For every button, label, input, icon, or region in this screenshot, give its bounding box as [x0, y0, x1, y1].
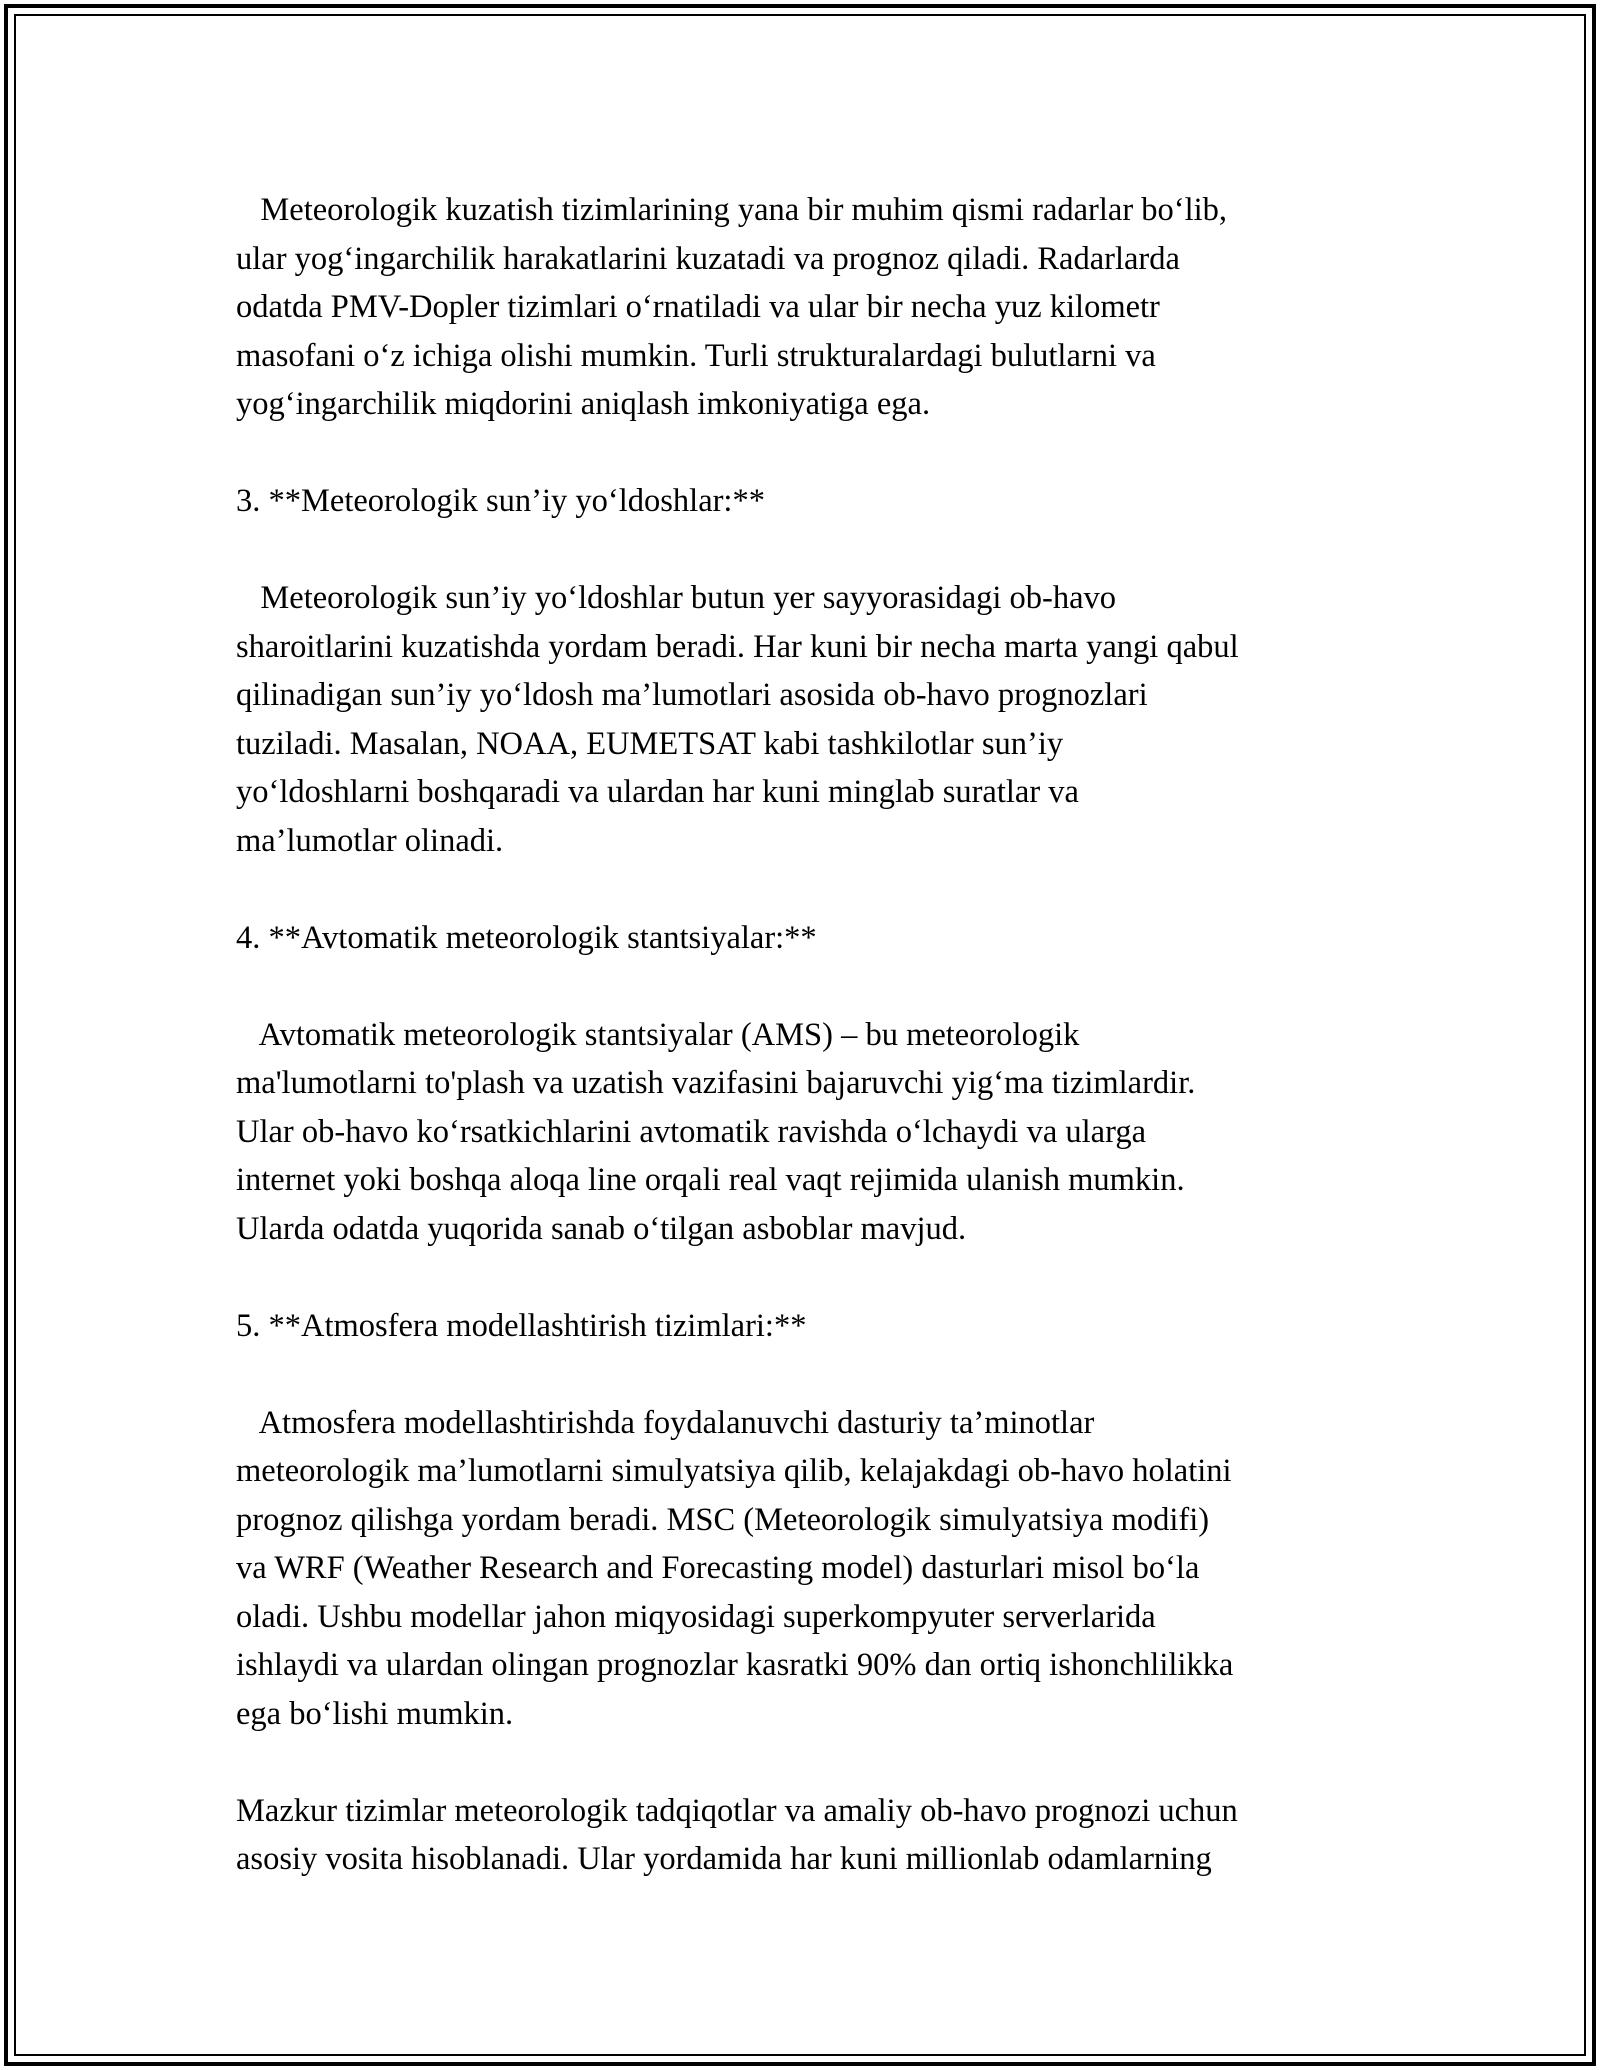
- text-line: Mazkur tizimlar meteorologik tadqiqotlar va amaliy ob-havo prognozi uchun: [236, 1792, 1238, 1829]
- text-line: yo‘ldoshlarni boshqaradi va ulardan har kuni minglab suratlar va: [236, 774, 1079, 810]
- text-line: Meteorologik sun’iy yo‘ldoshlar butun yer sayyorasidagi ob-havo: [236, 580, 1117, 616]
- text-line: Atmosfera modellashtirishda foydalanuvchi dasturiy ta’minotlar: [236, 1404, 1095, 1441]
- paragraph-radars: [236, 186, 1376, 429]
- text-line: Ularda odatda yuqorida sanab o‘tilgan asboblar mavjud.: [236, 1210, 967, 1247]
- text-line: ega bo‘lishi mumkin.: [236, 1695, 514, 1732]
- text-line: prognoz qilishga yordam beradi. MSC (Meteorologik simulyatsiya modifi): [236, 1501, 1210, 1538]
- text-line: ma'lumotlarni to'plash va uzatish vazifasini bajaruvchi yig‘ma tizimlardir.: [236, 1065, 1196, 1101]
- text-line: sharoitlarini kuzatishda yordam beradi. Har kuni bir necha marta yangi qabul: [236, 628, 1239, 665]
- paragraph-ams: [236, 1011, 1376, 1254]
- section-heading: 4. **Avtomatik meteorologik stantsiyalar:**: [236, 919, 817, 956]
- paragraph-gap: [236, 526, 1376, 575]
- text-line: asosiy vosita hisoblanadi. Ular yordamida har kuni millionlab odamlarning: [236, 1841, 1212, 1877]
- text-line: oladi. Ushbu modellar jahon miqyosidagi superkompyuter serverlarida: [236, 1598, 1156, 1635]
- paragraph-gap: [236, 1738, 1376, 1787]
- section-heading: 5. **Atmosfera modellashtirish tizimlari:**: [236, 1307, 807, 1344]
- text-line: tuziladi. Masalan, NOAA, EUMETSAT kabi tashkilotlar sun’iy: [236, 725, 1064, 762]
- paragraph-gap: [236, 865, 1376, 914]
- text-line: va WRF (Weather Research and Forecasting model) dasturlari misol bo‘la: [236, 1550, 1200, 1586]
- text-line: Avtomatik meteorologik stantsiyalar (AMS) – bu meteorologik: [236, 1016, 1080, 1053]
- text-line: yog‘ingarchilik miqdorini aniqlash imkoniyatiga ega.: [236, 386, 931, 422]
- text-line: ishlaydi va ulardan olingan prognozlar kasratki 90% dan ortiq ishonchlilikka: [236, 1647, 1234, 1683]
- heading-modelling: [236, 1302, 1376, 1351]
- text-line: masofani o‘z ichiga olishi mumkin. Turli strukturalardagi bulutlarni va: [236, 337, 1156, 374]
- section-heading: 3. **Meteorologik sun’iy yo‘ldoshlar:**: [236, 483, 765, 519]
- document-body: [236, 186, 1376, 1884]
- paragraph-modelling: [236, 1399, 1376, 1739]
- heading-ams: [236, 914, 1376, 963]
- paragraph-gap: [236, 1253, 1376, 1302]
- paragraph-satellites: [236, 574, 1376, 865]
- paragraph-gap: [236, 962, 1376, 1011]
- text-line: odatda PMV-Dopler tizimlari o‘rnatiladi va ular bir necha yuz kilometr: [236, 289, 1160, 325]
- text-line: qilinadigan sun’iy yo‘ldosh ma’lumotlari asosida ob-havo prognozlari: [236, 677, 1148, 713]
- heading-satellites: [236, 477, 1376, 526]
- paragraph-gap: [236, 429, 1376, 478]
- text-line: ma’lumotlar olinadi.: [236, 822, 504, 859]
- text-line: internet yoki boshqa aloqa line orqali real vaqt rejimida ulanish mumkin.: [236, 1162, 1185, 1198]
- text-line: ular yog‘ingarchilik harakatlarini kuzatadi va prognoz qiladi. Radarlarda: [236, 240, 1180, 277]
- text-line: Ular ob-havo ko‘rsatkichlarini avtomatik ravishda o‘lchaydi va ularga: [236, 1113, 1146, 1150]
- text-line: meteorologik ma’lumotlarni simulyatsiya qilib, kelajakdagi ob-havo holatini: [236, 1453, 1232, 1489]
- paragraph-gap: [236, 1350, 1376, 1399]
- paragraph-conclusion: [236, 1787, 1376, 1884]
- text-line: Meteorologik kuzatish tizimlarining yana bir muhim qismi radarlar bo‘lib,: [236, 192, 1228, 228]
